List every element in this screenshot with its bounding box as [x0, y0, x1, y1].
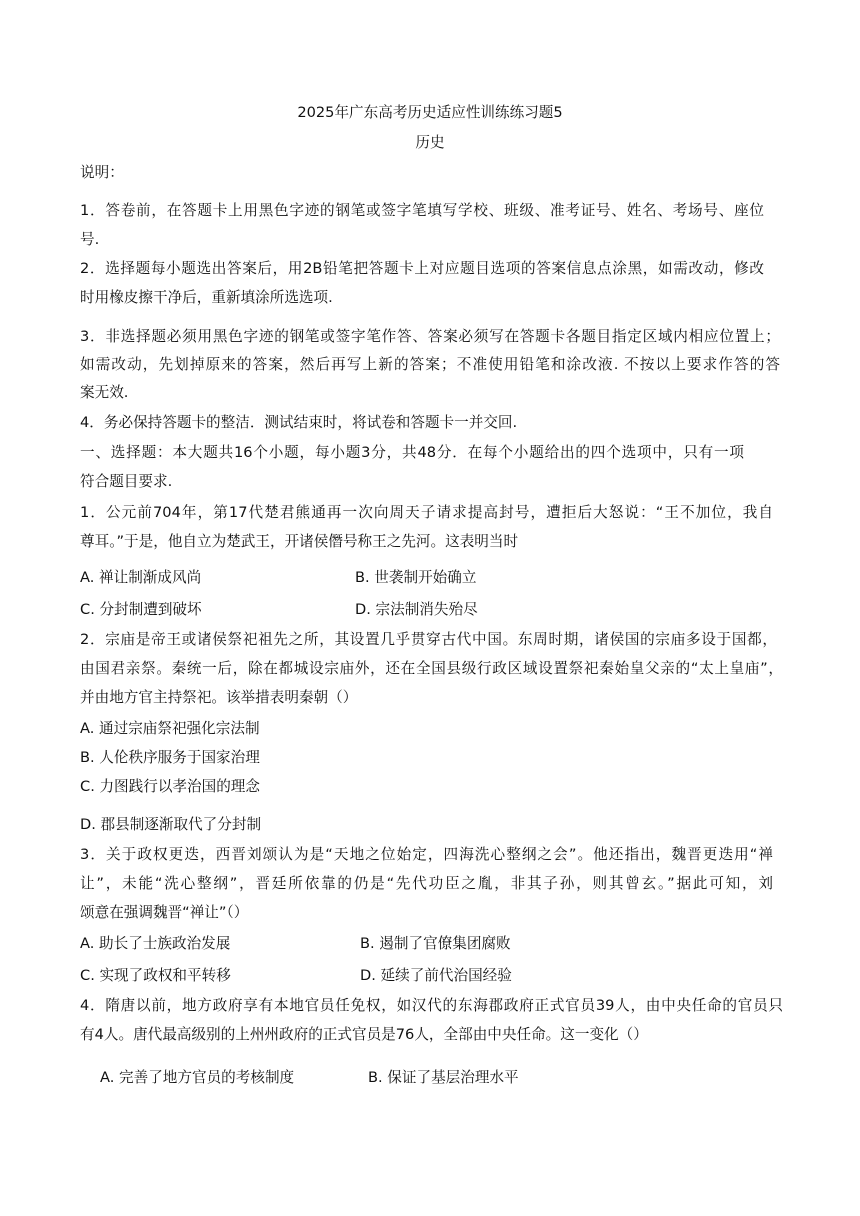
question-4-option-b: B. 保证了基层治理水平	[368, 1069, 519, 1086]
question-1-option-d: D. 宗法制消失殆尽	[355, 601, 478, 618]
section-heading: 一、选择题：本大题共16个小题，每小题3分，共48分．在每个小题给出的四个选项中，只有一项	[80, 444, 744, 461]
subject-title: 历史	[415, 134, 445, 151]
instruction-line: 3．非选择题必须用黑色字迹的钢笔或签字笔作答、答案必须写在答题卡各题目指定区域内相应位置上；	[80, 328, 780, 345]
exam-title: 2025年广东高考历史适应性训练练习题5	[297, 104, 563, 121]
question-3-option-a: A. 助长了士族政治发展	[80, 935, 231, 952]
instruction-line: 案无效.	[80, 384, 129, 401]
question-1-option-b: B. 世袭制开始确立	[355, 569, 477, 586]
question-3-option-d: D. 延续了前代治国经验	[360, 967, 512, 984]
question-2-stem: 并由地方官主持祭祀。该举措表明秦朝（）	[80, 689, 358, 706]
instruction-line: 如需改动，先划掉原来的答案，然后再写上新的答案；不准使用铅笔和涂改液. 不按以上要求作答的答	[80, 356, 780, 373]
instruction-line: 1．答卷前，在答题卡上用黑色字迹的钢笔或签字笔填写学校、班级、准考证号、姓名、考场号、座位	[80, 202, 764, 219]
question-2-option-d: D. 郡县制逐渐取代了分封制	[80, 816, 262, 833]
question-2-option-a: A. 通过宗庙祭祀强化宗法制	[80, 720, 260, 737]
instruction-line: 时用橡皮擦干净后，重新填涂所选选项.	[80, 289, 333, 306]
question-1-option-c: C. 分封制遭到破坏	[80, 601, 202, 618]
question-3-stem: 让”，未能“洗心整纲”，晋廷所依靠的仍是“先代功臣之胤，非其子孙，则其曾玄。”据此可知，刘	[80, 875, 773, 892]
question-3-option-b: B. 遏制了官僚集团腐败	[360, 935, 511, 952]
question-4-stem: 有4人。唐代最高级别的上州州政府的正式官员是76人，全部由中央任命。这一变化（）	[80, 1026, 648, 1043]
instruction-line: 2．选择题每小题选出答案后，用2B铅笔把答题卡上对应题目选项的答案信息点涂黑，如需改动，修改	[80, 260, 764, 277]
question-3-stem: 3．关于政权更迭，西晋刘颂认为是“天地之位始定，四海洗心整纲之会”。他还指出，魏晋更迭用“禅	[80, 846, 773, 863]
question-1-stem: 尊耳。”于是，他自立为楚武王，开诸侯僭号称王之先河。这表明当时	[80, 533, 519, 550]
question-1-option-a: A. 禅让制渐成风尚	[80, 569, 202, 586]
question-4-option-a: A. 完善了地方官员的考核制度	[100, 1069, 295, 1086]
question-2-option-b: B. 人伦秩序服务于国家治理	[80, 749, 260, 766]
instruction-line: 4．务必保持答题卡的整洁．测试结束时，将试卷和答题卡一并交回.	[80, 414, 518, 431]
instructions-heading: 说明：	[80, 164, 124, 181]
question-2-option-c: C. 力图践行以孝治国的理念	[80, 778, 261, 795]
question-3-option-c: C. 实现了政权和平转移	[80, 967, 231, 984]
question-2-stem: 2．宗庙是帝王或诸侯祭祀祖先之所，其设置几乎贯穿古代中国。东周时期，诸侯国的宗庙多设于国都，	[80, 631, 777, 648]
section-heading: 符合题目要求.	[80, 473, 173, 490]
question-2-stem: 由国君亲祭。秦统一后，除在都城设宗庙外，还在全国县级行政区域设置祭祀秦始皇父亲的“太上皇庙”，	[80, 660, 783, 677]
question-4-stem: 4．隋唐以前，地方政府享有本地官员任免权，如汉代的东海郡政府正式官员39人，由中央任命的官员只	[80, 997, 783, 1014]
question-3-stem: 颂意在强调魏晋“禅让”（）	[80, 904, 249, 921]
question-1-stem: 1．公元前704年，第17代楚君熊通再一次向周天子请求提高封号，遭拒后大怒说：“王不加位，我自	[80, 504, 773, 521]
instruction-line: 号.	[80, 231, 100, 248]
